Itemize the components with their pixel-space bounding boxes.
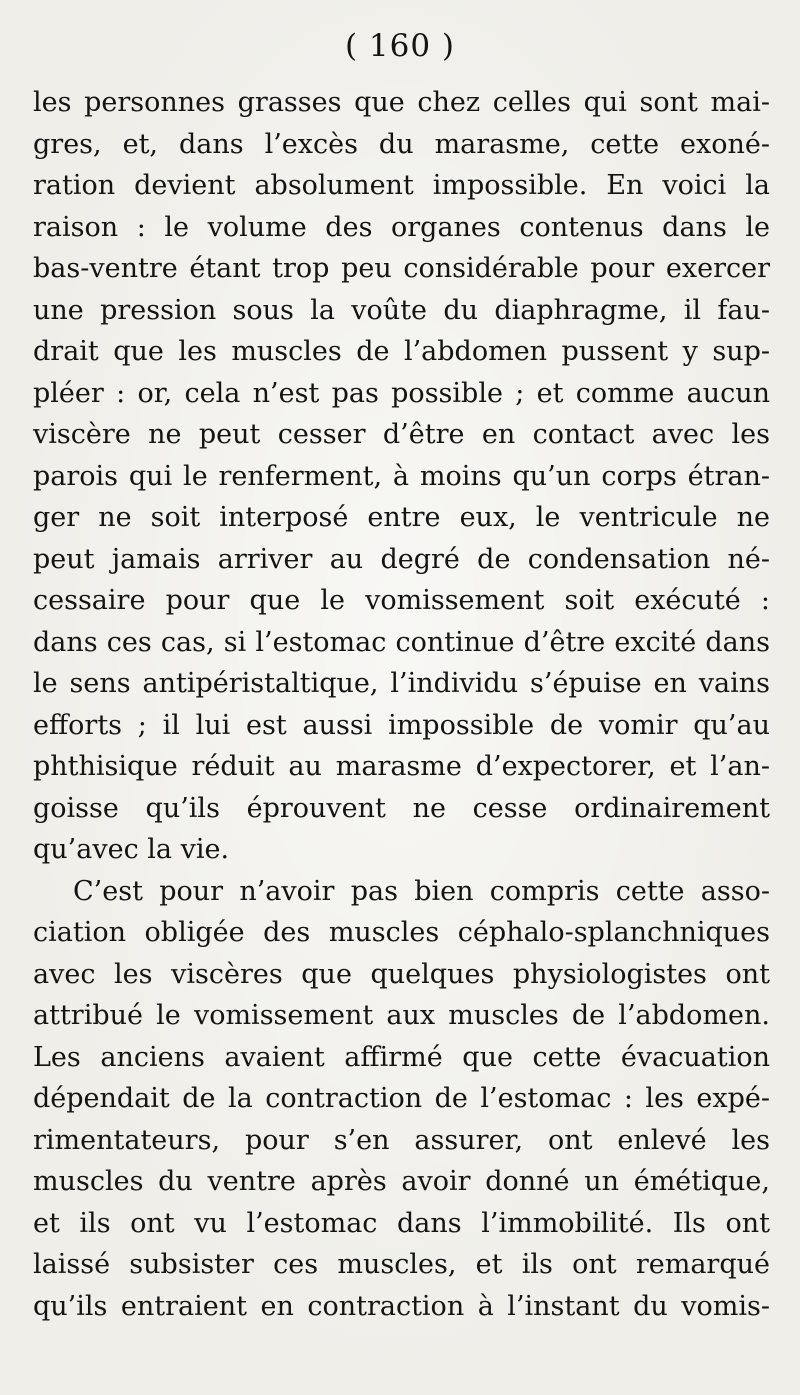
- text-line: qu’ils entraient en contraction à l’instant du vomis-: [33, 1290, 770, 1322]
- text-line: laissé subsister ces muscles, et ils ont remarqué: [33, 1249, 770, 1280]
- text-line: cessaire pour que le vomissement soit exécuté :: [33, 585, 770, 616]
- text-line: phthisique réduit au marasme d’expectorer, et l’an-: [33, 751, 770, 782]
- body-text: [30, 82, 770, 1327]
- text-line: efforts ; il lui est aussi impossible de vomir qu’au: [33, 709, 770, 741]
- text-line: bas-ventre étant trop peu considérable pour exercer: [33, 253, 770, 284]
- text-line: Les anciens avaient affirmé que cette évacuation: [33, 1041, 770, 1073]
- page-number-header: ( 160 ): [344, 28, 456, 64]
- text-line: rimentateurs, pour s’en assurer, ont enlevé les: [33, 1124, 770, 1156]
- text-line: une pression sous la voûte du diaphragme, il fau-: [33, 294, 770, 326]
- text-line: ger ne soit interposé entre eux, le ventricule ne: [33, 502, 770, 533]
- text-line: dépendait de la contraction de l’estomac : les expé-: [33, 1083, 770, 1114]
- text-line: le sens antipéristaltique, l’individu s’épuise en vains: [33, 668, 770, 699]
- text-line: les personnes grasses que chez celles qui sont mai-: [33, 87, 770, 118]
- text-line: raison : le volume des organes contenus dans le: [33, 211, 770, 243]
- text-line: qu’avec la vie.: [33, 834, 230, 865]
- text-line: ration devient absolument impossible. En voici la: [33, 170, 770, 201]
- text-line: peut jamais arriver au degré de condensation né-: [33, 543, 770, 575]
- text-line: gres, et, dans l’excès du marasme, cette exoné-: [33, 128, 770, 160]
- text-line: C’est pour n’avoir pas bien compris cette asso-: [73, 875, 770, 907]
- text-line: ciation obligée des muscles céphalo-splanchniques: [33, 917, 770, 948]
- text-line: drait que les muscles de l’abdomen pussent y sup-: [33, 336, 770, 367]
- text-line: dans ces cas, si l’estomac continue d’être excité dans: [33, 626, 770, 658]
- text-line: viscère ne peut cesser d’être en contact avec les: [33, 419, 770, 450]
- text-line: avec les viscères que quelques physiologistes ont: [33, 958, 770, 990]
- text-line: pléer : or, cela n’est pas possible ; et comme aucun: [33, 377, 770, 409]
- text-line: muscles du ventre après avoir donné un émétique,: [33, 1166, 770, 1197]
- text-line: goisse qu’ils éprouvent ne cesse ordinairement: [33, 792, 770, 824]
- text-line: attribué le vomissement aux muscles de l’abdomen.: [33, 1000, 770, 1031]
- text-line: parois qui le renferment, à moins qu’un corps étran-: [33, 460, 770, 492]
- text-line: et ils ont vu l’estomac dans l’immobilité. Ils ont: [33, 1207, 770, 1239]
